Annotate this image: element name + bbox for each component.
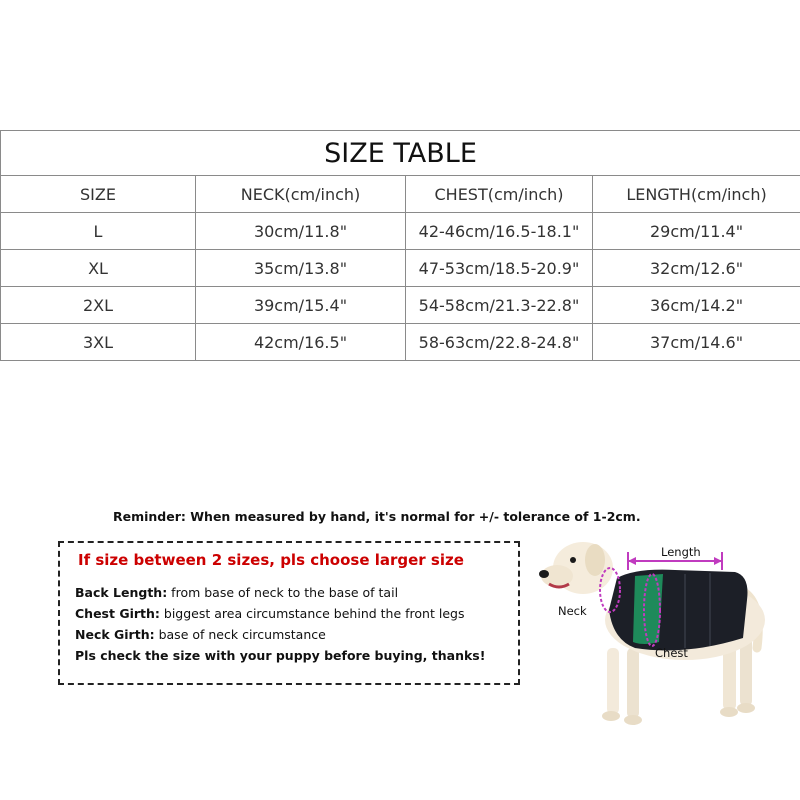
coat-shape xyxy=(609,570,748,651)
cell-length: 36cm/14.2" xyxy=(593,287,800,324)
table-row xyxy=(1,287,800,324)
cell-size: 2XL xyxy=(1,287,196,324)
size-guide-note xyxy=(58,541,520,685)
chest-label: Chest xyxy=(655,646,688,660)
dog-illustration xyxy=(535,530,800,730)
neck-girth-label: Neck Girth: xyxy=(75,627,155,642)
cell-size: 3XL xyxy=(1,324,196,361)
cell-chest: 54-58cm/21.3-22.8" xyxy=(406,287,593,324)
neck-girth-line xyxy=(75,627,326,642)
neck-label: Neck xyxy=(558,604,587,618)
back-length-label: Back Length: xyxy=(75,585,168,600)
cell-chest: 42-46cm/16.5-18.1" xyxy=(406,213,593,250)
chest-girth-label: Chest Girth: xyxy=(75,606,160,621)
neck-girth-text: base of neck circumstance xyxy=(154,627,326,642)
back-length-line xyxy=(75,585,398,600)
header-chest: CHEST(cm/inch) xyxy=(406,176,593,213)
back-length-text: from base of neck to the base of tail xyxy=(167,585,399,600)
dog-measurement-diagram xyxy=(535,530,800,730)
header-neck: NECK(cm/inch) xyxy=(196,176,406,213)
size-table xyxy=(0,130,800,361)
measurement-reminder: Reminder: When measured by hand, it's normal for +/- tolerance of 1-2cm. xyxy=(113,509,641,524)
chest-girth-line xyxy=(75,606,464,621)
cell-size: L xyxy=(1,213,196,250)
cell-neck: 42cm/16.5" xyxy=(196,324,406,361)
table-row xyxy=(1,324,800,361)
check-size-text: Pls check the size with your puppy before buying, thanks! xyxy=(75,648,486,663)
cell-neck: 35cm/13.8" xyxy=(196,250,406,287)
cell-neck: 39cm/15.4" xyxy=(196,287,406,324)
cell-size: XL xyxy=(1,250,196,287)
table-row xyxy=(1,250,800,287)
cell-neck: 30cm/11.8" xyxy=(196,213,406,250)
size-table-title: SIZE TABLE xyxy=(1,131,800,176)
cell-chest: 47-53cm/18.5-20.9" xyxy=(406,250,593,287)
check-size-line xyxy=(75,648,485,663)
cell-length: 29cm/11.4" xyxy=(593,213,800,250)
table-header-row xyxy=(1,176,800,213)
table-row xyxy=(1,213,800,250)
header-size: SIZE xyxy=(1,176,196,213)
chest-girth-text: biggest area circumstance behind the front legs xyxy=(159,606,465,621)
cell-length: 37cm/14.6" xyxy=(593,324,800,361)
note-heading: If size between 2 sizes, pls choose larger size xyxy=(78,551,464,569)
length-label: Length xyxy=(661,545,701,559)
cell-chest: 58-63cm/22.8-24.8" xyxy=(406,324,593,361)
cell-length: 32cm/12.6" xyxy=(593,250,800,287)
header-length: LENGTH(cm/inch) xyxy=(593,176,800,213)
